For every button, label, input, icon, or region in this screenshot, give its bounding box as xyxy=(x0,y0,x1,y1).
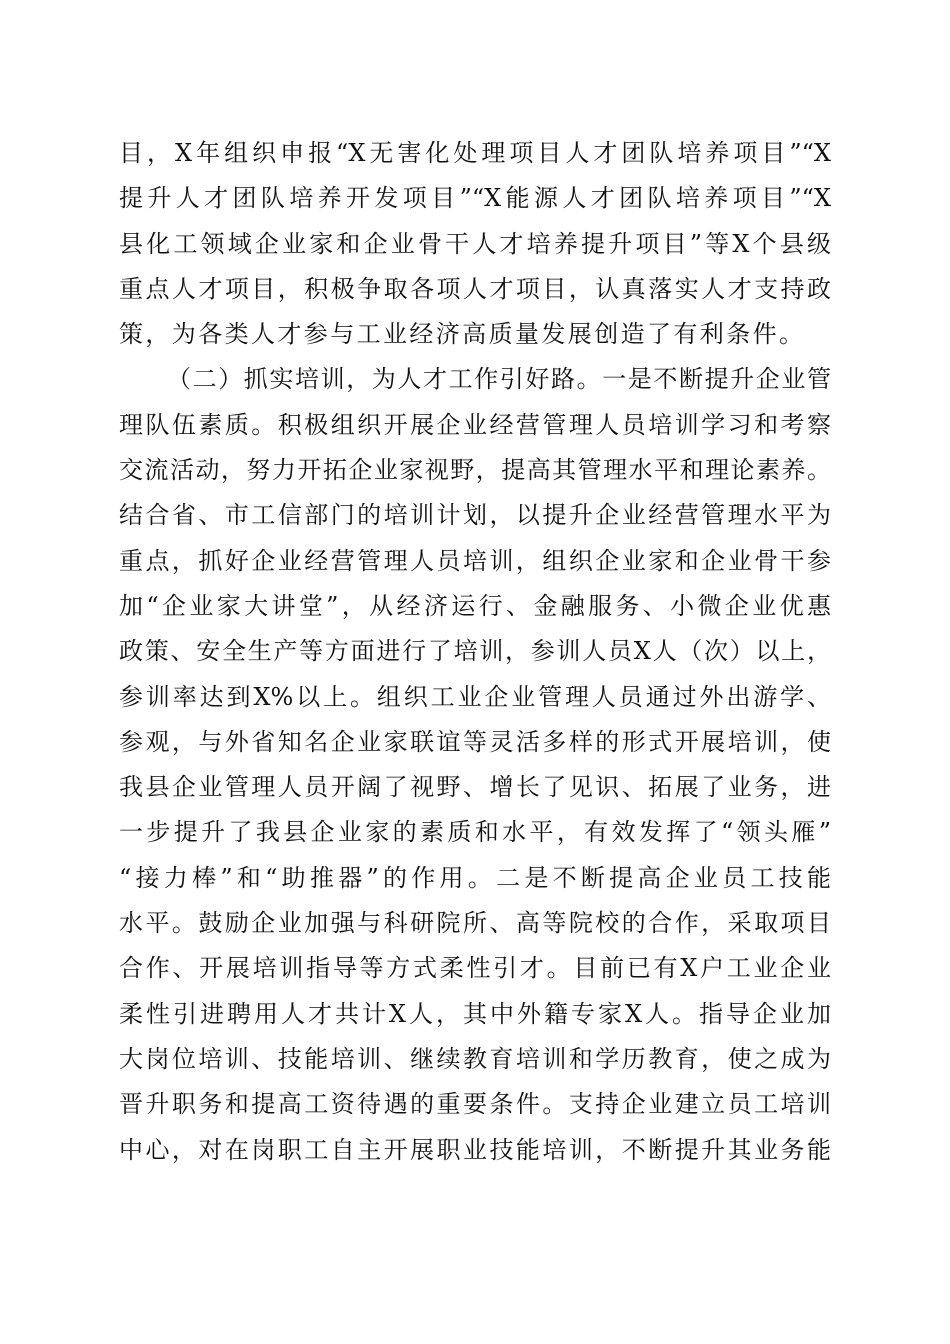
text-line: 目，X年组织申报“X无害化处理项目人才团队培养项目”“X xyxy=(119,139,831,167)
text-line: 我县企业管理人员开阔了视野、增长了见识、拓展了业务，进 xyxy=(119,773,831,802)
text-line: 柔性引进聘用人才共计X人，其中外籍专家X人。指导企业加 xyxy=(119,999,831,1028)
text-line: 县化工领域企业家和企业骨干人才培养提升项目”等X个县级 xyxy=(119,229,831,258)
text-line: 中心，对在岗职工自主开展职业技能培训，不断提升其业务能 xyxy=(119,1135,831,1164)
text-line: 加“企业家大讲堂”，从经济运行、金融服务、小微企业优惠 xyxy=(119,591,831,620)
text-line: 提升人才团队培养开发项目”“X能源人才团队培养项目”“X xyxy=(119,184,831,213)
text-line: 政策、安全生产等方面进行了培训，参训人员X人（次）以上， xyxy=(119,637,831,666)
text-line: 结合省、市工信部门的培训计划，以提升企业经营管理水平为 xyxy=(119,501,831,530)
section-heading-line: （二）抓实培训，为人才工作引好路。一是不断提升企业管 xyxy=(167,365,831,394)
text-line: 交流活动，努力开拓企业家视野，提高其管理水平和理论素养。 xyxy=(119,456,831,485)
text-line: 一步提升了我县企业家的素质和水平，有效发挥了“领头雁” xyxy=(119,818,831,847)
text-line: 参训率达到X%以上。组织工业企业管理人员通过外出游学、 xyxy=(119,682,831,711)
text-line: 晋升职务和提高工资待遇的重要条件。支持企业建立员工培训 xyxy=(119,1090,831,1119)
text-line: 合作、开展培训指导等方式柔性引才。目前已有X户工业企业 xyxy=(119,954,831,983)
text-line: 水平。鼓励企业加强与科研院所、高等院校的合作，采取项目 xyxy=(119,909,831,938)
text-line: 重点，抓好企业经营管理人员培训，组织企业家和企业骨干参 xyxy=(119,546,831,575)
paragraph-last-line: 策，为各类人才参与工业经济高质量发展创造了有利条件。 xyxy=(119,320,806,349)
text-line: 大岗位培训、技能培训、继续教育培训和学历教育，使之成为 xyxy=(119,1044,831,1073)
text-line: 理队伍素质。积极组织开展企业经营管理人员培训学习和考察 xyxy=(119,410,831,439)
text-line: 重点人才项目，积极争取各项人才项目，认真落实人才支持政 xyxy=(119,274,831,303)
text-line: “接力棒”和“助推器”的作用。二是不断提高企业员工技能 xyxy=(119,863,831,892)
text-line: 参观，与外省知名企业家联谊等灵活多样的形式开展培训，使 xyxy=(119,727,831,756)
body-text xyxy=(119,131,831,1173)
